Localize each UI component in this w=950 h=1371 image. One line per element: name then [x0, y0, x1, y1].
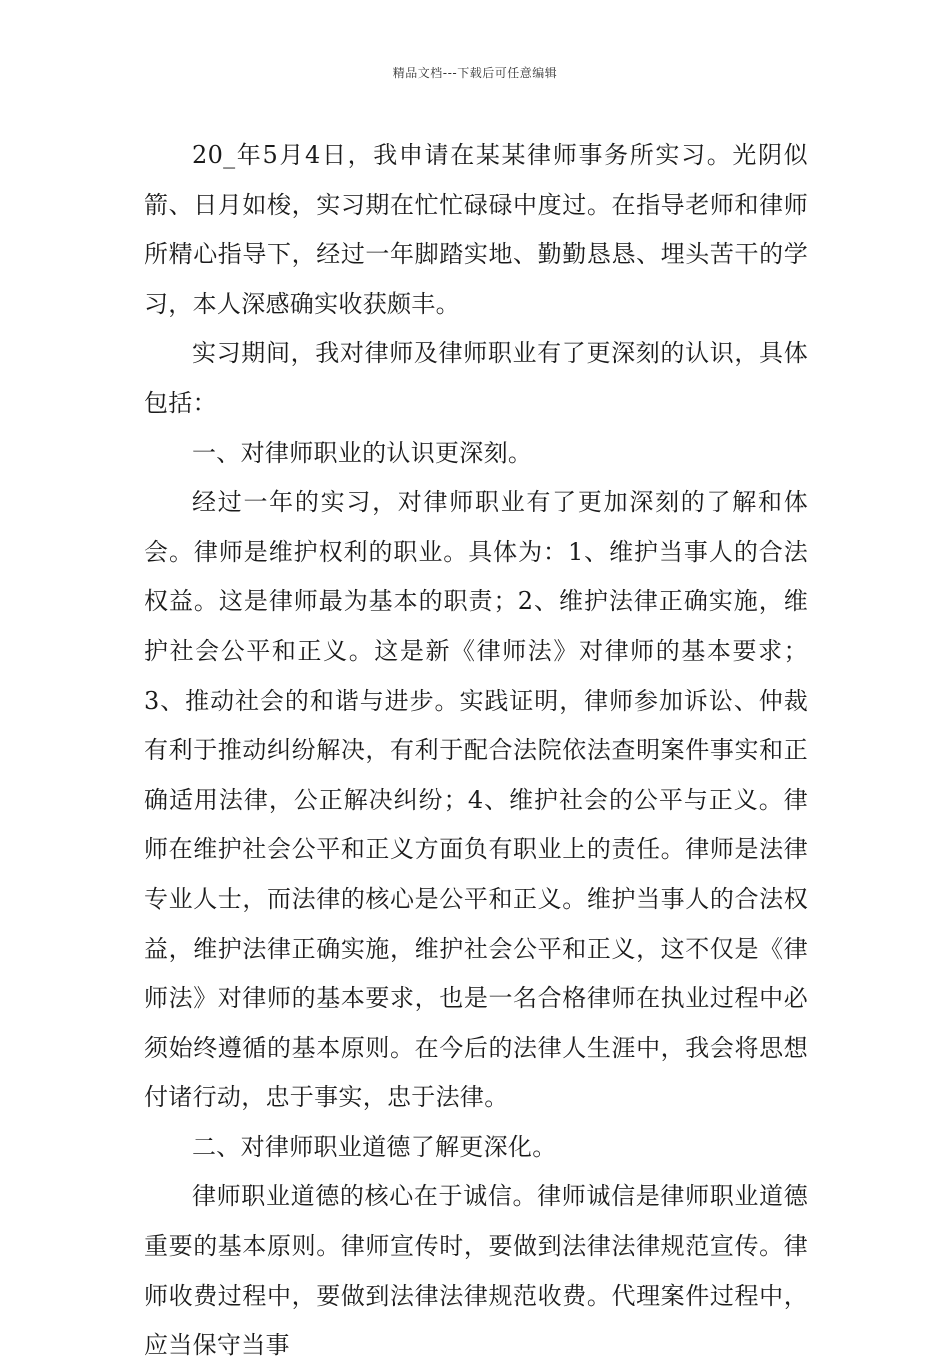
paragraph-section-2: 律师职业道德的核心在于诚信。律师诚信是律师职业道德重要的基本原则。律师宣传时，要做到法律法律规范宣传。律师收费过程中，要做到法律法律规范收费。代理案件过程中，应当保守当事 [144, 1182, 808, 1360]
paragraph-section-1: 经过一年的实习，对律师职业有了更加深刻的了解和体会。律师是维护权利的职业。具体为：1、维护当事人的合法权益。这是律师最为基本的职责；2、维护法律正确实施，维护社会公平和正义。这是新《律师法》对律师的基本要求；3、推动社会的和谐与进步。实践证明，律师参加诉讼、仲裁有利于推动纠纷解决，有利于配合法院依法查明案件事实和正确适用法律，公正解决纠纷；4、维护社会的公平与正义。律师在维护社会公平和正义方面负有职业上的责任。律师是法律专业人士，而法律的核心是公平和正义。维护当事人的合法权益，维护法律正确实施，维护社会公平和正义，这不仅是《律师法》对律师的基本要求，也是一名合格律师在执业过程中必须始终遵循的基本原则。在今后的法律人生涯中，我会将思想付诸行动，忠于事实，忠于法律。 [144, 488, 808, 1112]
document-body [144, 131, 808, 1371]
page-header: 精品文档---下载后可任意编辑 [392, 66, 558, 80]
paragraph-intro: 20_年5月4日，我申请在某某律师事务所实习。光阴似箭、日月如梭，实习期在忙忙碌碌中度过。在指导老师和律师所精心指导下，经过一年脚踏实地、勤勤恳恳、埋头苦干的学习，本人深感确实收获颇丰。 [144, 141, 808, 318]
paragraph-overview: 实习期间，我对律师及律师职业有了更深刻的认识，具体包括： [144, 339, 808, 417]
section-heading-2: 二、对律师职业道德了解更深化。 [192, 1132, 557, 1161]
section-heading-1: 一、对律师职业的认识更深刻。 [192, 438, 533, 467]
